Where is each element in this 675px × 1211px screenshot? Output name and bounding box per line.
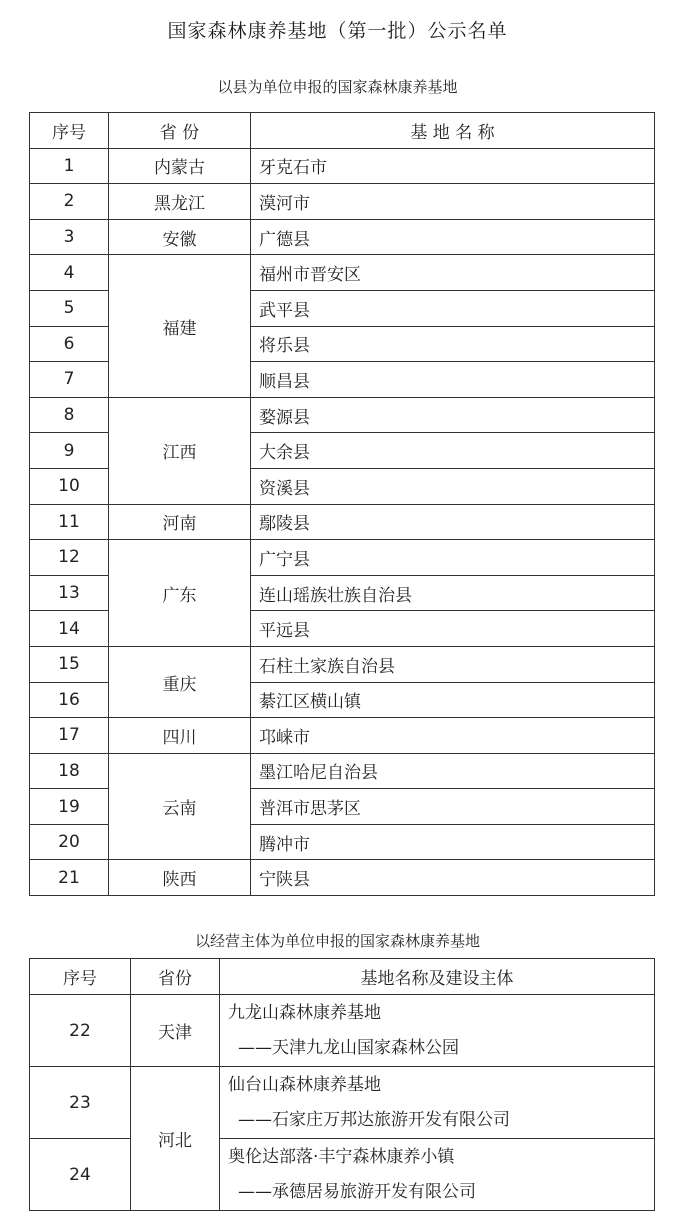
- row-name: 石柱土家族自治县: [251, 646, 655, 682]
- row-name-cell: [220, 1067, 655, 1139]
- row-index: 7: [30, 362, 109, 398]
- row-province: 河南: [109, 504, 251, 540]
- row-index: 20: [30, 824, 109, 860]
- row-index: 11: [30, 504, 109, 540]
- row-name: 广德县: [251, 219, 655, 255]
- row-province: 安徽: [109, 219, 251, 255]
- table-row: [30, 184, 655, 220]
- row-index: 12: [30, 540, 109, 576]
- row-province: 内蒙古: [109, 148, 251, 184]
- header-name: 基 地 名 称: [251, 113, 655, 149]
- row-name: 邛崃市: [251, 718, 655, 754]
- row-name: 连山瑶族壮族自治县: [251, 575, 655, 611]
- row-province: 福建: [109, 255, 251, 397]
- row-index: 6: [30, 326, 109, 362]
- base-entity: ——天津九龙山国家森林公园: [238, 1037, 459, 1058]
- operator-base-table: [29, 958, 655, 1211]
- row-index: 16: [30, 682, 109, 718]
- row-province: 江西: [109, 397, 251, 504]
- row-index: 17: [30, 718, 109, 754]
- row-index: 24: [30, 1139, 131, 1211]
- table-row: [30, 219, 655, 255]
- row-province: 四川: [109, 718, 251, 754]
- row-province: 陕西: [109, 860, 251, 896]
- row-index: 9: [30, 433, 109, 469]
- row-name: 顺昌县: [251, 362, 655, 398]
- row-name: 綦江区横山镇: [251, 682, 655, 718]
- row-name: 福州市晋安区: [251, 255, 655, 291]
- row-province: 黑龙江: [109, 184, 251, 220]
- row-name: 普洱市思茅区: [251, 789, 655, 825]
- row-name: 鄢陵县: [251, 504, 655, 540]
- row-province: 天津: [131, 995, 220, 1067]
- row-name: 武平县: [251, 290, 655, 326]
- table-row: [30, 995, 655, 1067]
- table-row: [30, 646, 655, 682]
- header-index: 序号: [30, 113, 109, 149]
- county-base-table: [29, 112, 655, 896]
- row-index: 3: [30, 219, 109, 255]
- row-name: 资溪县: [251, 468, 655, 504]
- row-index: 23: [30, 1067, 131, 1139]
- page-title: 国家森林康养基地（第一批）公示名单: [167, 20, 508, 42]
- table-row: [30, 148, 655, 184]
- row-index: 1: [30, 148, 109, 184]
- table-header-row: [30, 113, 655, 149]
- row-index: 14: [30, 611, 109, 647]
- row-index: 2: [30, 184, 109, 220]
- header-index: 序号: [30, 959, 131, 995]
- row-province: 云南: [109, 753, 251, 860]
- row-province: 河北: [131, 1067, 220, 1211]
- row-index: 19: [30, 789, 109, 825]
- table-row: [30, 255, 655, 291]
- table-row: [30, 860, 655, 896]
- row-name: 牙克石市: [251, 148, 655, 184]
- section2-subtitle: 以经营主体为单位申报的国家森林康养基地: [194, 932, 480, 950]
- table-row: [30, 504, 655, 540]
- row-name: 广宁县: [251, 540, 655, 576]
- base-entity: ——承德居易旅游开发有限公司: [238, 1181, 476, 1202]
- row-index: 18: [30, 753, 109, 789]
- table-row: [30, 540, 655, 576]
- table-row: [30, 1067, 655, 1139]
- row-name-cell: [220, 995, 655, 1067]
- row-name: 将乐县: [251, 326, 655, 362]
- row-name: 腾冲市: [251, 824, 655, 860]
- header-province: 省份: [131, 959, 220, 995]
- base-name: 奥伦达部落·丰宁森林康养小镇: [228, 1146, 455, 1167]
- header-name: 基地名称及建设主体: [220, 959, 655, 995]
- row-index: 13: [30, 575, 109, 611]
- row-name: 宁陕县: [251, 860, 655, 896]
- base-name: 九龙山森林康养基地: [228, 1002, 381, 1023]
- row-index: 5: [30, 290, 109, 326]
- table-header-row: [30, 959, 655, 995]
- header-province: 省 份: [109, 113, 251, 149]
- row-name: 婺源县: [251, 397, 655, 433]
- row-index: 22: [30, 995, 131, 1067]
- row-name: 漠河市: [251, 184, 655, 220]
- row-name: 大余县: [251, 433, 655, 469]
- row-province: 广东: [109, 540, 251, 647]
- row-province: 重庆: [109, 646, 251, 717]
- row-index: 8: [30, 397, 109, 433]
- table-row: [30, 753, 655, 789]
- base-entity: ——石家庄万邦达旅游开发有限公司: [238, 1109, 510, 1130]
- row-name: 平远县: [251, 611, 655, 647]
- row-name: 墨江哈尼自治县: [251, 753, 655, 789]
- row-index: 10: [30, 468, 109, 504]
- row-index: 15: [30, 646, 109, 682]
- section1-subtitle: 以县为单位申报的国家森林康养基地: [217, 78, 458, 96]
- row-index: 4: [30, 255, 109, 291]
- base-name: 仙台山森林康养基地: [228, 1074, 381, 1095]
- table-row: [30, 718, 655, 754]
- row-index: 21: [30, 860, 109, 896]
- table-row: [30, 397, 655, 433]
